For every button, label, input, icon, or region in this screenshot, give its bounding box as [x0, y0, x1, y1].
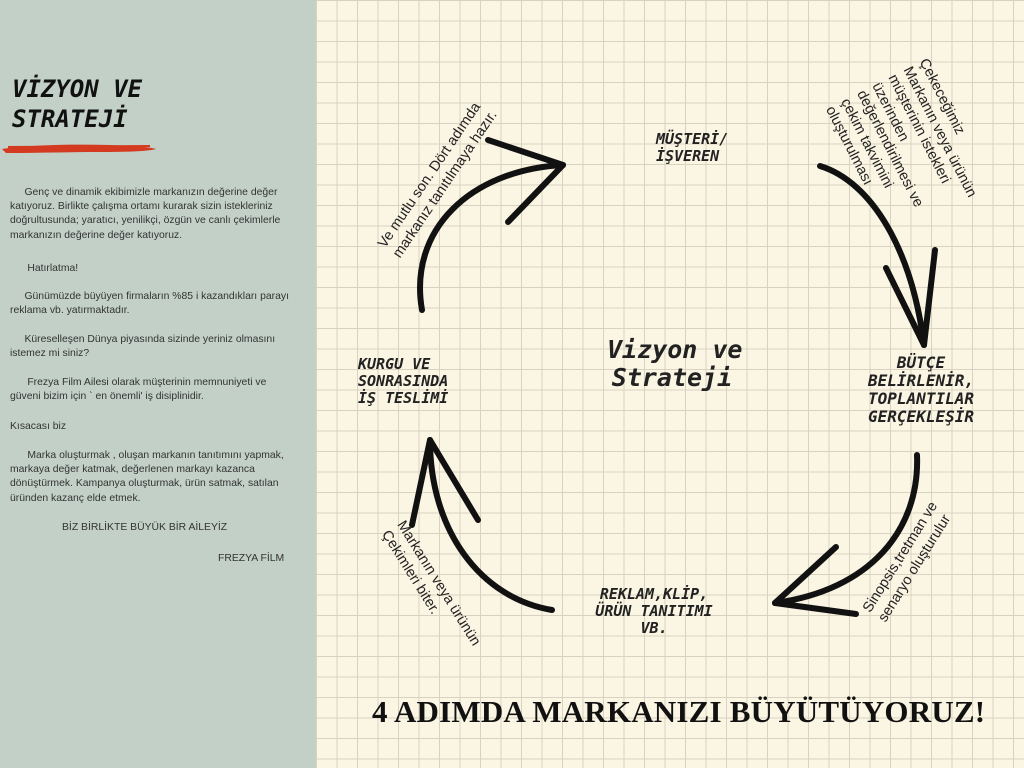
company-signature: FREZYA FİLM [218, 553, 285, 564]
family-slogan: BİZ BİRLİKTE BÜYÜK BİR AİLEYİZ [62, 522, 228, 533]
summary-label: Kısacası biz [10, 421, 67, 432]
note-bottom-left: Markanın veya ürünün Çekimleri biter. [378, 518, 484, 649]
note-top-left: Ve mutlu son. Dört adımda markanız tanıtılmaya hazır. [375, 99, 501, 261]
step-client: MÜŞTERİ/ İŞVEREN [656, 130, 729, 165]
sidebar-title: VİZYON VE STRATEJİ [12, 75, 143, 133]
note-bottom-right: Sinopsis,tretman ve senaryo oluşturulur [860, 499, 954, 625]
intro-paragraph: Genç ve dinamik ekibimizle markanızın değerine değer katıyoruz. Birlikte çalışma ortamı kurarak sizin istekleriniz doğrultusunda; yaratıcı, yenilikçi, özgün ve canlı çekimlerle markanızın değerine değer katıyoruz. [10, 187, 284, 241]
mission-paragraph: Marka oluşturmak , oluşan markanın tanıtımını yapmak, markaya değer katmak, değerlenen markayı kazanca dönüştürmek. Kampanya oluşturmak, ürün satmak, satılan üründen kazanç elde etmek. [10, 450, 287, 504]
step-edit: KURGU VE SONRASINDA İŞ TESLİMİ [358, 355, 449, 407]
note-top-right: Çekeceğimiz Markanın veya ürünün müşterinin istekleri üzerinden değerlendirilmesi ve çekim takvimini oluşturulması [822, 56, 980, 210]
reminder-heading: Hatırlatma! [10, 263, 79, 274]
trust-paragraph: Frezya Film Ailesi olarak müşterinin memnuniyeti ve güveni bizim için ` en önemli' iş disiplinidir. [10, 377, 270, 403]
bottom-headline: 4 ADIMDA MARKANIZI BÜYÜTÜYORUZ! [372, 694, 986, 729]
global-market-paragraph: Küreselleşen Dünya piyasında sizinde yeriniz olmasını istemez mi siniz? [10, 334, 278, 360]
stat-paragraph: Günümüzde büyüyen firmaların %85 i kazandıkları parayı reklama vb. yatırmaktadır. [10, 291, 292, 317]
center-title: Vizyon ve Strateji [607, 335, 743, 392]
step-budget: BÜTÇE BELİRLENİR, TOPLANTILAR GERÇEKLEŞİR [868, 353, 974, 426]
step-ad: REKLAM,KLİP, ÜRÜN TANITIMI VB. [595, 585, 713, 637]
